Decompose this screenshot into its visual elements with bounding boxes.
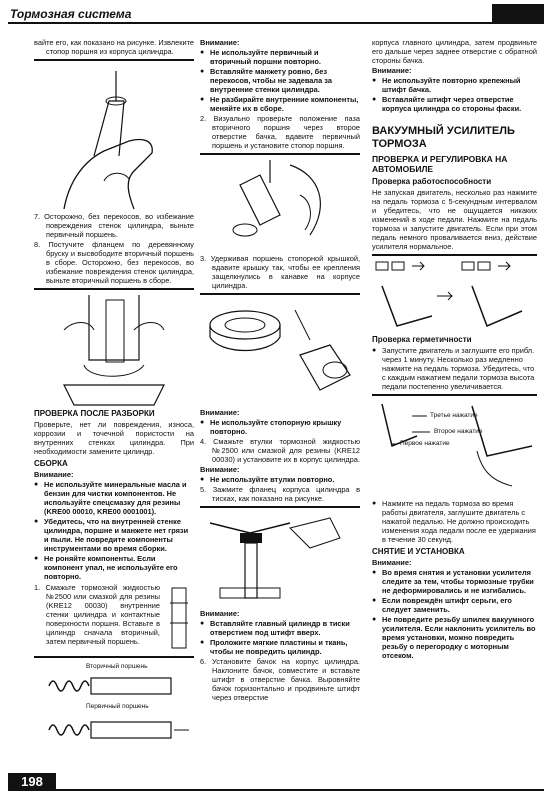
warning-bullet: ● Вставляйте штифт через отверстие корпуса цилиндра со стороны фаски. xyxy=(372,95,537,113)
figure-piston-stopper xyxy=(200,153,360,251)
warning-bullet: ● Если повреждён штифт серьги, его следует заменить. xyxy=(372,596,537,614)
warning-bullet: ● Не используйте первичный и вторичный поршни повторно. xyxy=(200,48,360,66)
attention-label: Внимание: xyxy=(200,609,240,618)
attention-label: Внимание: xyxy=(200,38,240,47)
after-inspection-text: Проверьте, нет ли повреждения, износа, коррозии и точечной пористости на внутренних стенках цилиндра. При необходимости замените цилиндр. xyxy=(34,420,194,456)
column-1 xyxy=(34,38,194,751)
figure-pistons xyxy=(34,656,194,748)
warning-bullet: ● Проложите мягкие пластины и ткань, чтобы не повредить цилиндр. xyxy=(200,638,360,656)
warning-bullet: ● Не повредите резьбу шпилек вакуумного усилителя. Если наклонить усилитель во время установки, можно повредить резьбу о перегородку с моторным отсеком. xyxy=(372,615,537,660)
intro-text: вайте его, как показано на рисунке. Извлеките стопор поршня из корпуса цилиндра. xyxy=(34,38,194,56)
continuation-text: корпуса главного цилиндра, затем продвиньте его дальше через заднее отверстие с обратной стороны бачка. xyxy=(372,38,537,65)
step-2: 2. Визуально проверьте положение паза вторичного поршня через второе отверстие бачка, вдавите первичный поршень и установите стопор поршня. xyxy=(200,114,360,150)
label-first-press: Первое нажатие xyxy=(400,440,450,447)
header-tab-marker xyxy=(492,4,544,22)
figure-stopper-cap xyxy=(200,293,360,405)
step-6: 6. Установите бачок на корпус цилиндра. Наклоните бачок, совместите и вставьте штифт в отверстие бачка. Выровняйте бачок горизонтально и продвиньте штифт через отверстие xyxy=(200,657,360,702)
footer-rule xyxy=(56,789,544,791)
section-title: Тормозная система xyxy=(10,7,132,21)
check-adjust-title: ПРОВЕРКА И РЕГУЛИРОВКА НА АВТОМОБИЛЕ xyxy=(372,154,508,174)
figure-flange-tap xyxy=(34,288,194,406)
step-8: 8. Постучите фланцем по деревянному бруску и высвободите вторичный поршень в сборе. Осторожно, без перекосов, во избежание повреждения стенок цилиндра, выньте вторичный поршень в сборе. xyxy=(34,240,194,285)
after-inspection-title: ПРОВЕРКА ПОСЛЕ РАЗБОРКИ xyxy=(34,409,155,418)
step-1: 1. Смажьте тормозной жидкостью №2500 или смазкой для резины (KRE12 00030) внутренние стенки цилиндра и контактные поверхности поршня. Вставьте в цилиндр сначала вторичный, затем первичный поршень. xyxy=(34,583,160,646)
assembly-title: СБОРКА xyxy=(34,459,68,468)
step-3: 3. Удерживая поршень стопорной крышкой, вдавите крышку так, чтобы ее крепления защелкнулись в канавке на корпусе цилиндра. xyxy=(200,254,360,290)
label-second-press: Второе нажатие xyxy=(434,428,483,435)
tightness-check-title: Проверка герметичности xyxy=(372,335,472,344)
page-header xyxy=(8,4,544,24)
step-5: 5. Зажмите фланец корпуса цилиндра в тисках, как показано на рисунке. xyxy=(200,485,360,503)
label-secondary-piston: Вторичный поршень xyxy=(86,663,148,670)
warning-bullet: ● Не разбирайте внутренние компоненты, меняйте их в сборе. xyxy=(200,95,360,113)
attention-label: Внимание: xyxy=(372,558,412,567)
warning-bullet: ● Убедитесь, что на внутренней стенке цилиндра, поршне и манжете нет грязи и пыли. Не повредите компоненты инструментами во время сборки. xyxy=(34,517,194,553)
procedure-bullet: ● Запустите двигатель и заглушите его прибл. через 1 минуту. Несколько раз медленно нажмите на педаль тормоза. Убедитесь, что с каждым нажатием педали тормоза высота педали постепенно увеличивается. xyxy=(372,346,537,391)
column-2 xyxy=(200,38,360,703)
operation-check-title: Проверка работоспособности xyxy=(372,177,492,186)
warning-bullet: ● Не используйте повторно крепежный штифт бачка. xyxy=(372,76,537,94)
figure-vise xyxy=(200,506,360,606)
warning-bullet: ● Вставляйте манжету ровно, без перекосов, чтобы не задевала за внутренние стенки цилиндра. xyxy=(200,67,360,94)
label-primary-piston: Первичный поршень xyxy=(86,703,149,710)
step-4: 4. Смажьте втулки тормозной жидкостью №2500 или смазкой для резины (KRE12 00030) и установите их в корпус цилиндра. xyxy=(200,437,360,464)
warning-bullet: ● Не роняйте компоненты. Если компонент упал, не используйте его повторно. xyxy=(34,554,194,581)
figure-pedal-strokes xyxy=(372,394,537,496)
page-number: 198 xyxy=(8,773,56,791)
procedure-bullet: ● Нажмите на педаль тормоза во время работы двигателя, заглушите двигатель с нажатой педалью. Не должно происходить изменения хода педали после ее удержания в течение 30 секунд. xyxy=(372,499,537,544)
operation-check-text: Не запуская двигатель, несколько раз нажмите на педаль тормоза с 5-секундным интервалом и убедитесь, что не ощущается никаких изменений в ходе педали. Нажмите на педаль тормоза и запустите двигатель. Если при этом педаль немного проваливается вниз, действие усилителя нормальное. xyxy=(372,188,537,251)
figure-cylinder-small xyxy=(164,583,194,653)
attention-label: Внимание: xyxy=(200,408,240,417)
column-3 xyxy=(372,38,537,661)
warning-bullet: ● Не используйте втулки повторно. xyxy=(200,475,360,484)
attention-label: Внимание: xyxy=(34,470,74,479)
booster-title: ВАКУУМНЫЙ УСИЛИТЕЛЬ ТОРМОЗА xyxy=(372,125,515,150)
warning-bullet: ● Во время снятия и установки усилителя следите за тем, чтобы тормозные трубки не деформировались и не изгибались. xyxy=(372,568,537,595)
removal-install-title: СНЯТИЕ И УСТАНОВКА xyxy=(372,547,465,556)
warning-bullet: ● Не используйте минеральные масла и бензин для чистки компонентов. Не используйте спецсмазку для резины (KRE00 00010, KRE00 0001001). xyxy=(34,480,194,516)
warning-bullet: ● Вставляйте главный цилиндр в тиски отверстием под штифт вверх. xyxy=(200,619,360,637)
figure-pedal-operation xyxy=(372,254,537,332)
figure-piston-removal xyxy=(34,59,194,209)
warning-bullet: ● Не используйте стопорную крышку повторно. xyxy=(200,418,360,436)
attention-label: Внимание: xyxy=(200,465,240,474)
attention-label: Внимание: xyxy=(372,66,412,75)
step-7: 7. Осторожно, без перекосов, во избежание повреждения стенок цилиндра, выньте первичный поршень. xyxy=(34,212,194,239)
label-third-press: Третье нажатие xyxy=(430,412,478,419)
